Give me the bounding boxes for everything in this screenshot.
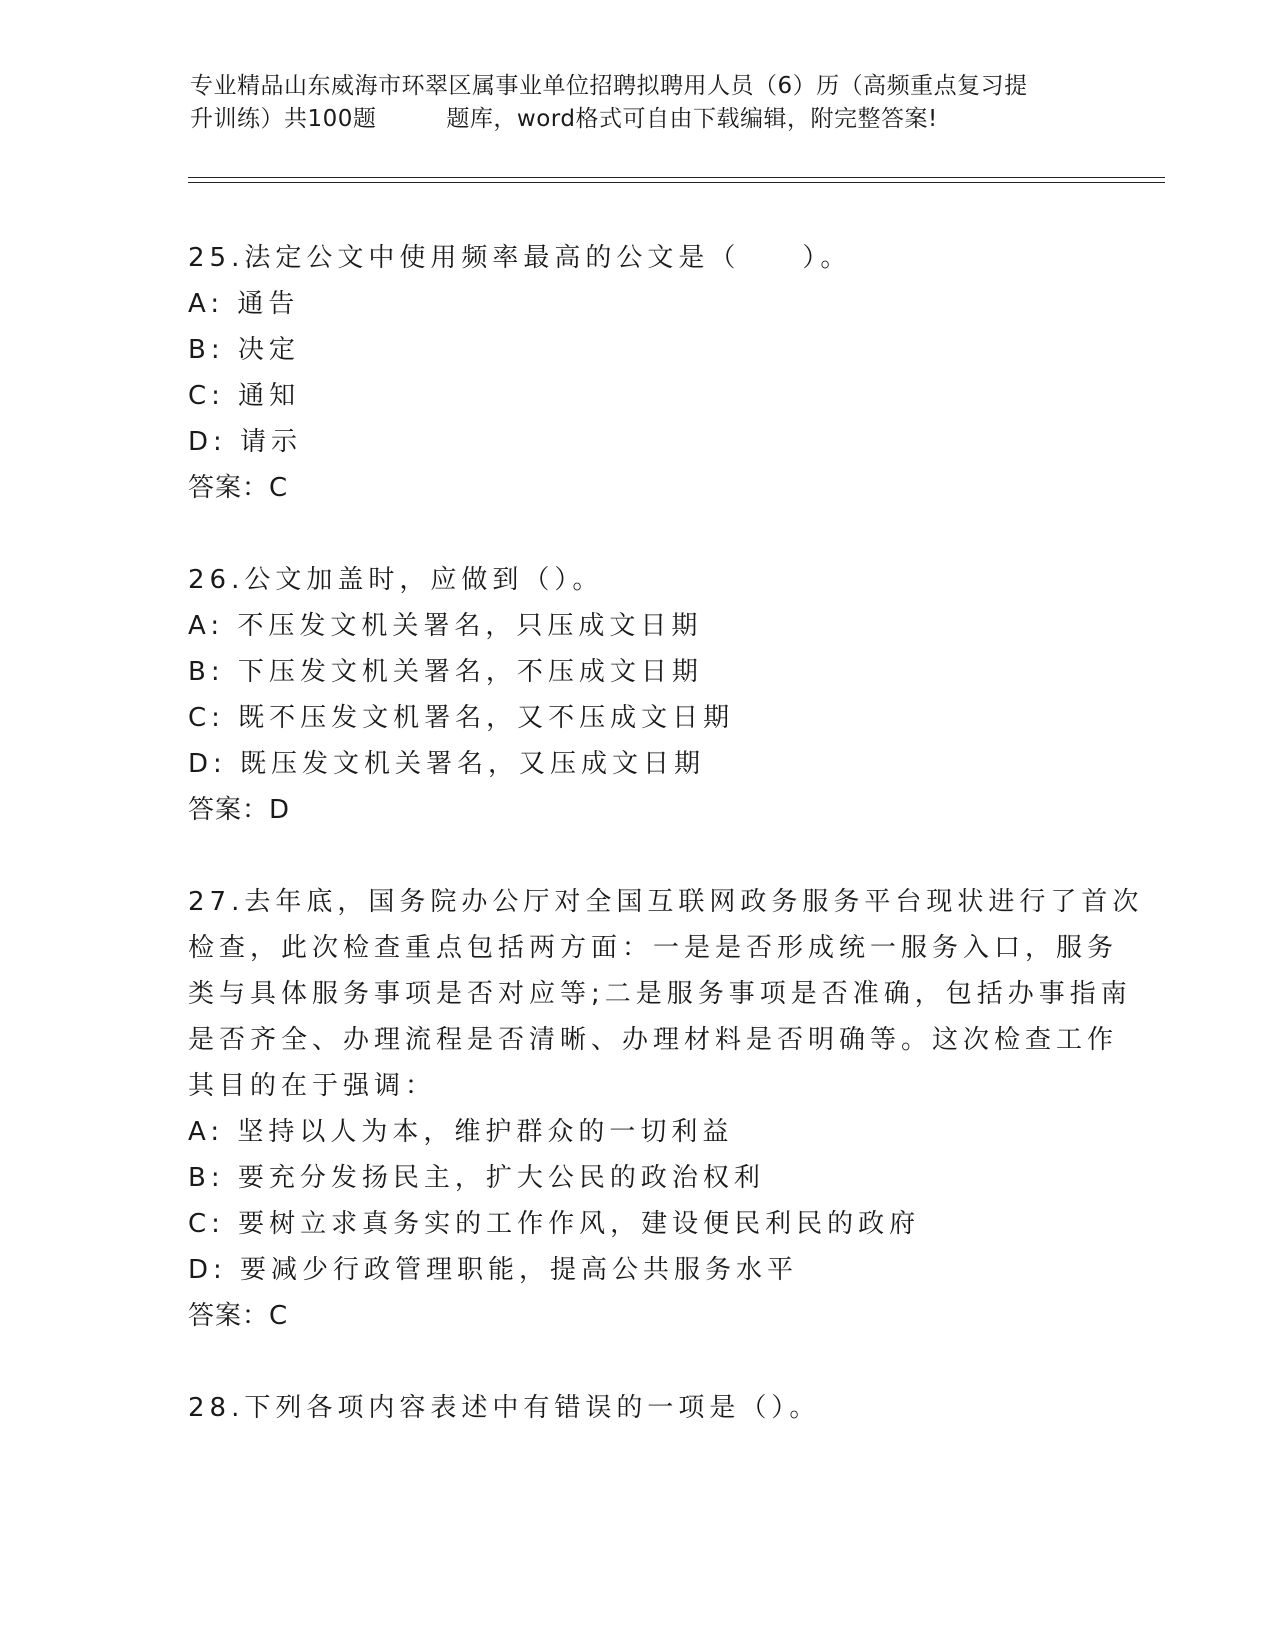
option-a: A: 通告 bbox=[188, 289, 300, 319]
answer: 答案：C bbox=[188, 473, 289, 503]
question-stem-line: 其目的在于强调： bbox=[188, 1071, 437, 1101]
option-d: D: 既压发文机关署名，又压成文日期 bbox=[188, 749, 706, 779]
option-c: C: 通知 bbox=[188, 381, 301, 411]
header-line-2-part-b: 题库，word格式可自由下载编辑，附完整答案! bbox=[446, 106, 938, 132]
question-stem: 28.下列各项内容表述中有错误的一项是（）。 bbox=[188, 1393, 821, 1423]
option-b: B: 要充分发扬民主，扩大公民的政治权利 bbox=[188, 1163, 765, 1193]
question-28 bbox=[188, 1385, 1088, 1431]
option-d: D: 请示 bbox=[188, 427, 303, 457]
question-stem-line: 27.去年底，国务院办公厅对全国互联网政务服务平台现状进行了首次 bbox=[188, 887, 1144, 917]
answer: 答案：C bbox=[188, 1301, 289, 1331]
header-line-1: 专业精品山东威海市环翠区属事业单位招聘拟聘用人员（6）历（高频重点复习提 bbox=[190, 73, 1028, 99]
option-d: D: 要减少行政管理职能，提高公共服务水平 bbox=[188, 1255, 799, 1285]
question-26 bbox=[188, 557, 1088, 833]
header-divider-top bbox=[188, 177, 1165, 178]
header-line-2 bbox=[190, 103, 1090, 136]
question-stem-line: 是否齐全、办理流程是否清晰、办理材料是否明确等。这次检查工作 bbox=[188, 1025, 1119, 1055]
header-divider-bottom bbox=[188, 182, 1165, 183]
option-c: C: 既不压发文机署名，又不压成文日期 bbox=[188, 703, 735, 733]
question-27 bbox=[188, 879, 1144, 1339]
answer: 答案：D bbox=[188, 795, 291, 825]
header-line-2-part-a: 升训练）共100题 bbox=[190, 106, 377, 132]
question-25 bbox=[188, 235, 1088, 511]
option-a: A: 坚持以人为本，维护群众的一切利益 bbox=[188, 1117, 734, 1147]
option-b: B: 下压发文机关署名，不压成文日期 bbox=[188, 657, 703, 687]
question-list bbox=[188, 235, 1144, 1477]
question-stem: 26.公文加盖时，应做到（）。 bbox=[188, 565, 604, 595]
option-c: C: 要树立求真务实的工作作风，建设便民利民的政府 bbox=[188, 1209, 921, 1239]
document-header bbox=[190, 70, 1090, 136]
question-stem-line: 检查，此次检查重点包括两方面：一是是否形成统一服务入口，服务 bbox=[188, 933, 1119, 963]
option-b: B: 决定 bbox=[188, 335, 300, 365]
question-stem-line: 类与具体服务事项是否对应等;二是服务事项是否准确，包括办事指南 bbox=[188, 979, 1132, 1009]
option-a: A: 不压发文机关署名，只压成文日期 bbox=[188, 611, 703, 641]
question-stem: 25.法定公文中使用频率最高的公文是（ ）。 bbox=[188, 243, 852, 273]
